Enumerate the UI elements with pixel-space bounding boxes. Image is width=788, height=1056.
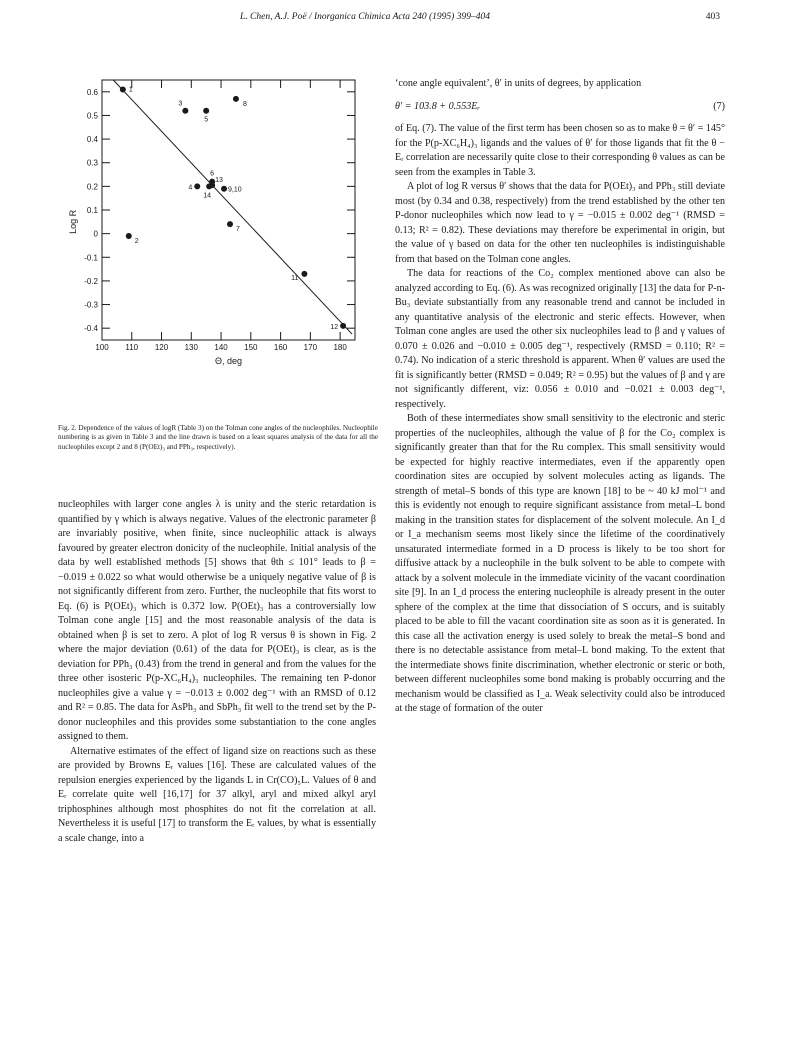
- data-point: [126, 233, 132, 239]
- right-paragraph-2: of Eq. (7). The value of the first term has been chosen so as to make θ = θ′ = 145° for the P(p-XC₆H₄)₃ ligands and the values of θ′ for those ligands that fit the θ − Eᵣ correlation are necessarily quite close to their corresponding θ values as can be seen from the examples in Table 3.: [395, 123, 725, 178]
- right-column: [395, 77, 725, 717]
- y-axis-label: Log R: [68, 209, 78, 234]
- figure-caption: Fig. 2. Dependence of the values of logR (Table 3) on the Tolman cone angles of the nucleophiles. Nucleophile numbering is as given in Table 3 and the line drawn is based on a least squares analysis of the data for all the nucleophiles except 2 and 8 (P(OEt)₃ and PPh₃, respectively).: [58, 424, 378, 451]
- data-point: [340, 323, 346, 329]
- right-paragraph-3: A plot of log R versus θ′ shows that the data for P(OEt)₃ and PPh₃ still deviate most (by 0.34 and 0.38, respectively) from the trend established by the other ten P-donor nucleophiles which now lead to γ = −0.015 ± 0.002 deg⁻¹ (RMSD = 0.13; R² = 0.82). These deviations may therefore be experimental in origin, but the value of γ based on data for the other ten nucleophiles is indistinguishable from that based on the Tolman cone angles.: [395, 181, 725, 265]
- x-tick-label: 170: [303, 343, 318, 352]
- y-tick-label: -0.1: [84, 253, 98, 263]
- point-label: 6: [210, 170, 215, 178]
- left-paragraph-2: Alternative estimates of the effect of ligand size on reactions such as these are provided by Browns Eᵣ values [16]. These are calculated values of the repulsion energies experienced by the ligands L in Cr(CO)₅L. Values of θ and Eᵣ correlate quite well [16,17] for 37 alkyl, aryl and mixed alkyl aryl triphosphines although most phosphites do not fit the correlation at all. Nevertheless it is useful [17] to transform the Eᵣ values, by what is essentially a scale change, into a: [58, 745, 376, 844]
- point-label: 3: [178, 100, 183, 108]
- plot-layer: [68, 80, 355, 366]
- x-tick-label: 110: [125, 343, 139, 352]
- y-tick-label: 0.1: [86, 206, 98, 215]
- point-label: 13: [215, 177, 223, 185]
- right-paragraph-5: Both of these intermediates show small sensitivity to the electronic and steric properties of the nucleophiles, although the value of β for the Co₂ complex is significantly greater than that for the Ru complex. This small sensitivity would be expected for highly reactive intermediates, even if the apparently open coordination sites are occupied by solvent molecules acting as ligands. The strength of metal–S bonds of this type are known [18] to be ~ 40 kJ mol⁻¹ and this is evidently not enough to require significant assistance from metal–L bond making in the transition states for displacement of the solvent molecule. An I_d or I_a mechanism seems most likely since the lifetime of the coordinatively unsaturated intermediate formed in a D process is likely to be too short for diffusive attack by a nucleophile in the bulk solvent to be able to compete with attack by a solvent molecule in the immediate vicinity of the vacant coordination site [9]. In an I_d process the entering nucleophile is already present in the outer sphere of the complex at the time that dissociation of S occurs, and is suitably placed to be able to fill the vacant coordination site as soon as it is generated. In this case all the activation energy is used solely to break the metal–S bond and there is no detectable assistance from metal–L bond making. To the extent that the intermediate shows finite discrimination, whether electronic or steric or both, between different nucleophiles some bond making is probably occurring and the mechanism would be classified as I_a. Weak selectivity could also be introduced at the stage of formation of the outer: [395, 413, 725, 714]
- point-label: 8: [242, 100, 247, 108]
- figure-2: [60, 72, 370, 418]
- data-point: [233, 96, 239, 102]
- y-tick-label: 0.5: [86, 111, 98, 121]
- x-axis-label: Θ, deg: [214, 356, 243, 366]
- point-label: 1: [128, 86, 133, 94]
- fit-line: [113, 80, 352, 334]
- equation-number: (7): [713, 100, 725, 112]
- y-tick-label: 0.6: [86, 87, 98, 97]
- data-point: [206, 183, 212, 189]
- data-point: [194, 183, 200, 189]
- data-point: [182, 108, 188, 114]
- point-label: 4: [188, 184, 193, 192]
- left-paragraph-1: nucleophiles with larger cone angles λ is unity and the steric retardation is quantified by γ which is always negative. Values of the electronic parameter β are invariably positive, when finite, since nucleophilic attack is always favoured by greater electron donicity of the nucleophile. Initial analysis of the data by well established methods [5] shows that θth ≤ 101° leads to β = −0.019 ± 0.022 so what would otherwise be a uniquely negative value of β is not significantly different from zero. Further, the nucleophile that fits worst to Eq. (6) is P(OEt)₃ which is 0.372 low. P(OEt)₃ has a controversially low Tolman cone angle [15] and the most reasonable analysis of the data is obtained when β is set to zero. A plot of log R versus θ is shown in Fig. 2 where the major deviation (0.61) of the data for P(OEt)₃ is clear, as is the deviation for PPh₃ (0.43) from the trend in general and from the values for the three other isosteric P(p-XC₆H₄)₃ nucleophiles. The remaining ten P-donor nucleophiles give a value γ = −0.013 ± 0.002 deg⁻¹ with an RMSD of 0.12 and R² = 0.85. The data for AsPh₃ and SbPh₃ fit well to the trend set by the P-donor nucleophiles and this provides some substantiation to the cone angles assigned to them.: [58, 499, 376, 742]
- point-label: 9,10: [228, 186, 242, 194]
- x-tick-label: 150: [244, 343, 258, 352]
- running-header: [70, 12, 720, 28]
- data-point: [203, 108, 209, 114]
- y-tick-label: 0: [93, 229, 98, 239]
- running-title: L. Chen, A.J. Poë / Inorganica Chimica Acta 240 (1995) 399–404: [240, 12, 490, 22]
- scatter-chart: [60, 72, 370, 418]
- y-tick-label: 0.3: [86, 158, 98, 168]
- x-tick-label: 130: [184, 343, 198, 352]
- point-label: 2: [134, 238, 139, 245]
- page-number: 403: [705, 12, 720, 22]
- x-tick-label: 140: [214, 343, 228, 352]
- y-tick-label: -0.2: [84, 276, 98, 286]
- x-tick-label: 160: [273, 343, 288, 352]
- data-point: [221, 186, 227, 192]
- plot-frame: [102, 80, 355, 340]
- right-paragraph-1: ‘cone angle equivalent’, θ′ in units of degrees, by application: [395, 78, 642, 89]
- x-tick-label: 180: [333, 343, 347, 352]
- point-label: 14: [203, 192, 212, 200]
- equation-7: [395, 92, 725, 123]
- point-label: 12: [330, 323, 339, 331]
- x-tick-label: 100: [95, 343, 109, 352]
- point-label: 7: [235, 226, 240, 234]
- y-tick-label: 0.2: [86, 182, 98, 192]
- right-paragraph-4: The data for reactions of the Co₂ complex mentioned above can also be analyzed according to Eq. (6). As was recognized originally [13] the data for P-n-Bu₃ deviate substantially from any reasonable trend and cannot be included in any quantitative analysis of the electronic and steric effects. However, when Tolman cone angles are used the other six nucleophiles lead to β and γ values of 0.070 ± 0.026 and −0.010 ± 0.005 deg⁻¹, respectively (RMSD = 0.110; R² = 0.74). No indication of a steric threshold is apparent. When θ′ values are used the fit is significantly better (RMSD = 0.049; R² = 0.95) but the values of β and γ are not significantly different, viz: 0.056 ± 0.010 and −0.021 ± 0.003 deg⁻¹, respectively.: [395, 268, 725, 410]
- data-point: [227, 221, 233, 227]
- y-tick-label: -0.3: [84, 300, 98, 310]
- left-column: [58, 498, 376, 846]
- point-label: 5: [204, 116, 209, 124]
- equation-text: θ′ = 103.8 + 0.553Eᵣ: [395, 100, 480, 112]
- data-point: [301, 271, 307, 277]
- x-tick-label: 120: [154, 343, 169, 352]
- point-label: 11: [291, 274, 299, 282]
- y-tick-label: 0.4: [86, 135, 98, 145]
- y-tick-label: -0.4: [84, 324, 98, 334]
- data-point: [120, 86, 126, 92]
